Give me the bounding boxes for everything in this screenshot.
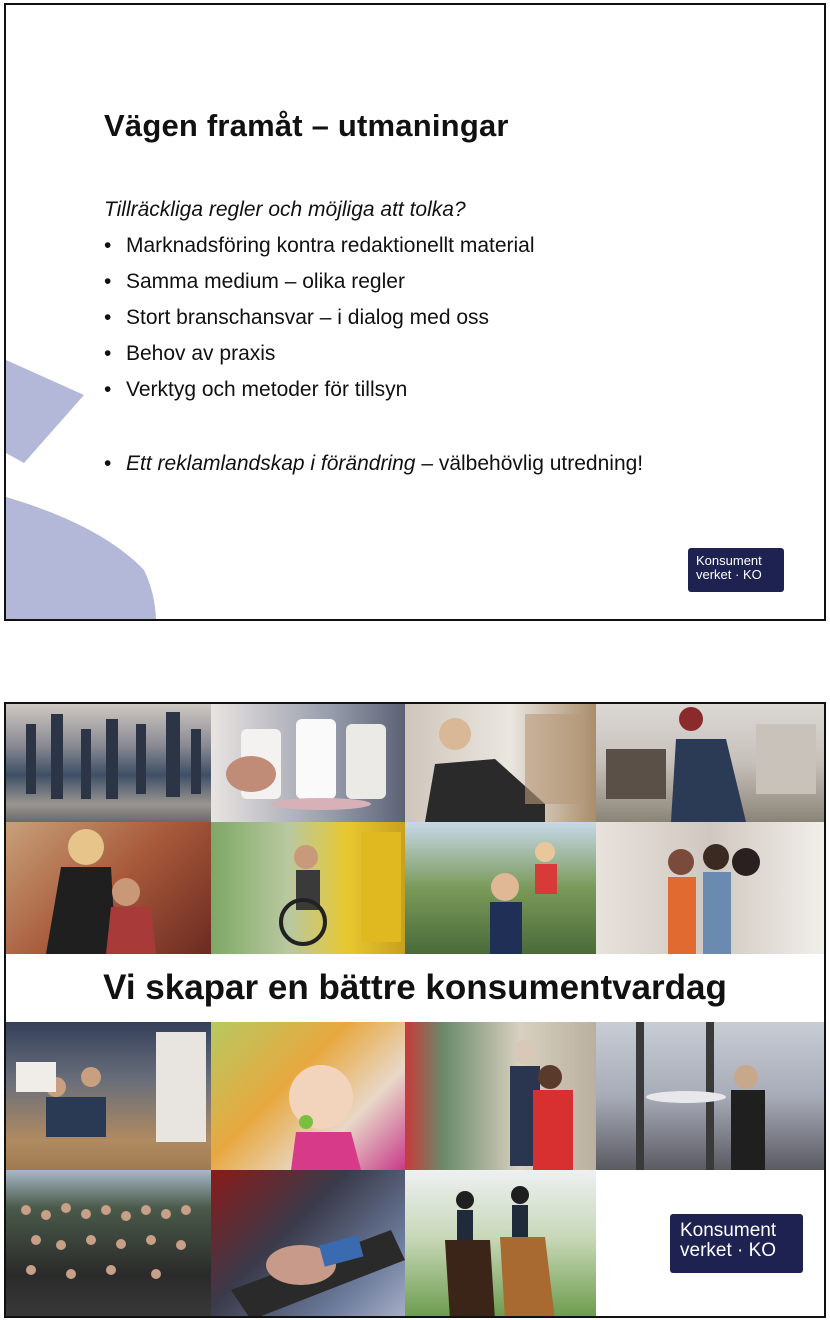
slide-1 <box>4 3 826 621</box>
slide-subtitle: Tillräckliga regler och möjliga att tolka? <box>104 198 466 221</box>
bullet-item <box>104 340 535 376</box>
slide-banner: Vi skapar en bättre konsumentvardag <box>6 954 824 1022</box>
police-horses-photo <box>405 1170 596 1318</box>
children-playing-photo <box>405 822 596 954</box>
baby-eating-photo <box>211 1022 405 1170</box>
living-room-photo <box>6 1022 211 1170</box>
bullet-icon: • <box>104 306 112 329</box>
bullet-icon: • <box>104 452 112 475</box>
group-photo <box>6 1170 211 1318</box>
slide-title: Vägen framåt – utmaningar <box>104 108 509 143</box>
bullet-text: Samma medium – olika regler <box>126 270 405 293</box>
pill-bottles-photo <box>211 704 405 822</box>
woman-on-phone-photo <box>405 704 596 822</box>
bullet-text: Marknadsföring kontra redaktionellt material <box>126 234 535 257</box>
bullet-icon: • <box>104 378 112 401</box>
bullet-text: Behov av praxis <box>126 342 276 365</box>
konsumentverket-logo <box>670 1214 803 1273</box>
laptop-card-photo <box>211 1170 405 1318</box>
bullet-item <box>104 376 535 412</box>
logo-line-2: verket · KO <box>680 1239 777 1261</box>
slide-2 <box>4 702 826 1318</box>
teacher-children-photo <box>6 822 211 954</box>
logo-line-2: verket · KO <box>696 566 762 582</box>
logo-line-1: Konsument <box>696 553 762 568</box>
crowd-walking-photo <box>6 704 211 822</box>
bullet-text: Verktyg och metoder för tillsyn <box>126 378 408 401</box>
bullet-item <box>104 232 535 268</box>
bullet-text: Stort branschansvar – i dialog med oss <box>126 306 490 329</box>
logo-line-1: Konsument <box>680 1220 777 1241</box>
bullet-icon: • <box>104 270 112 293</box>
couple-supermarket-photo <box>405 1022 596 1170</box>
man-airport-photo <box>596 1022 824 1170</box>
women-shopping-photo <box>596 822 824 954</box>
bullet-list <box>104 232 535 412</box>
bullet-item <box>104 304 535 340</box>
man-cooking-photo <box>596 704 824 822</box>
bullet-item <box>104 268 535 304</box>
bullet-icon: • <box>104 234 112 257</box>
wheelchair-bus-photo <box>211 822 405 954</box>
bullet-icon: • <box>104 342 112 365</box>
bullet-text: – välbehövlig utredning! <box>415 452 644 475</box>
bullet-item-final <box>104 450 643 478</box>
bullet-italic-text: Ett reklamlandskap i förändring <box>126 452 416 475</box>
konsumentverket-logo <box>688 548 784 592</box>
